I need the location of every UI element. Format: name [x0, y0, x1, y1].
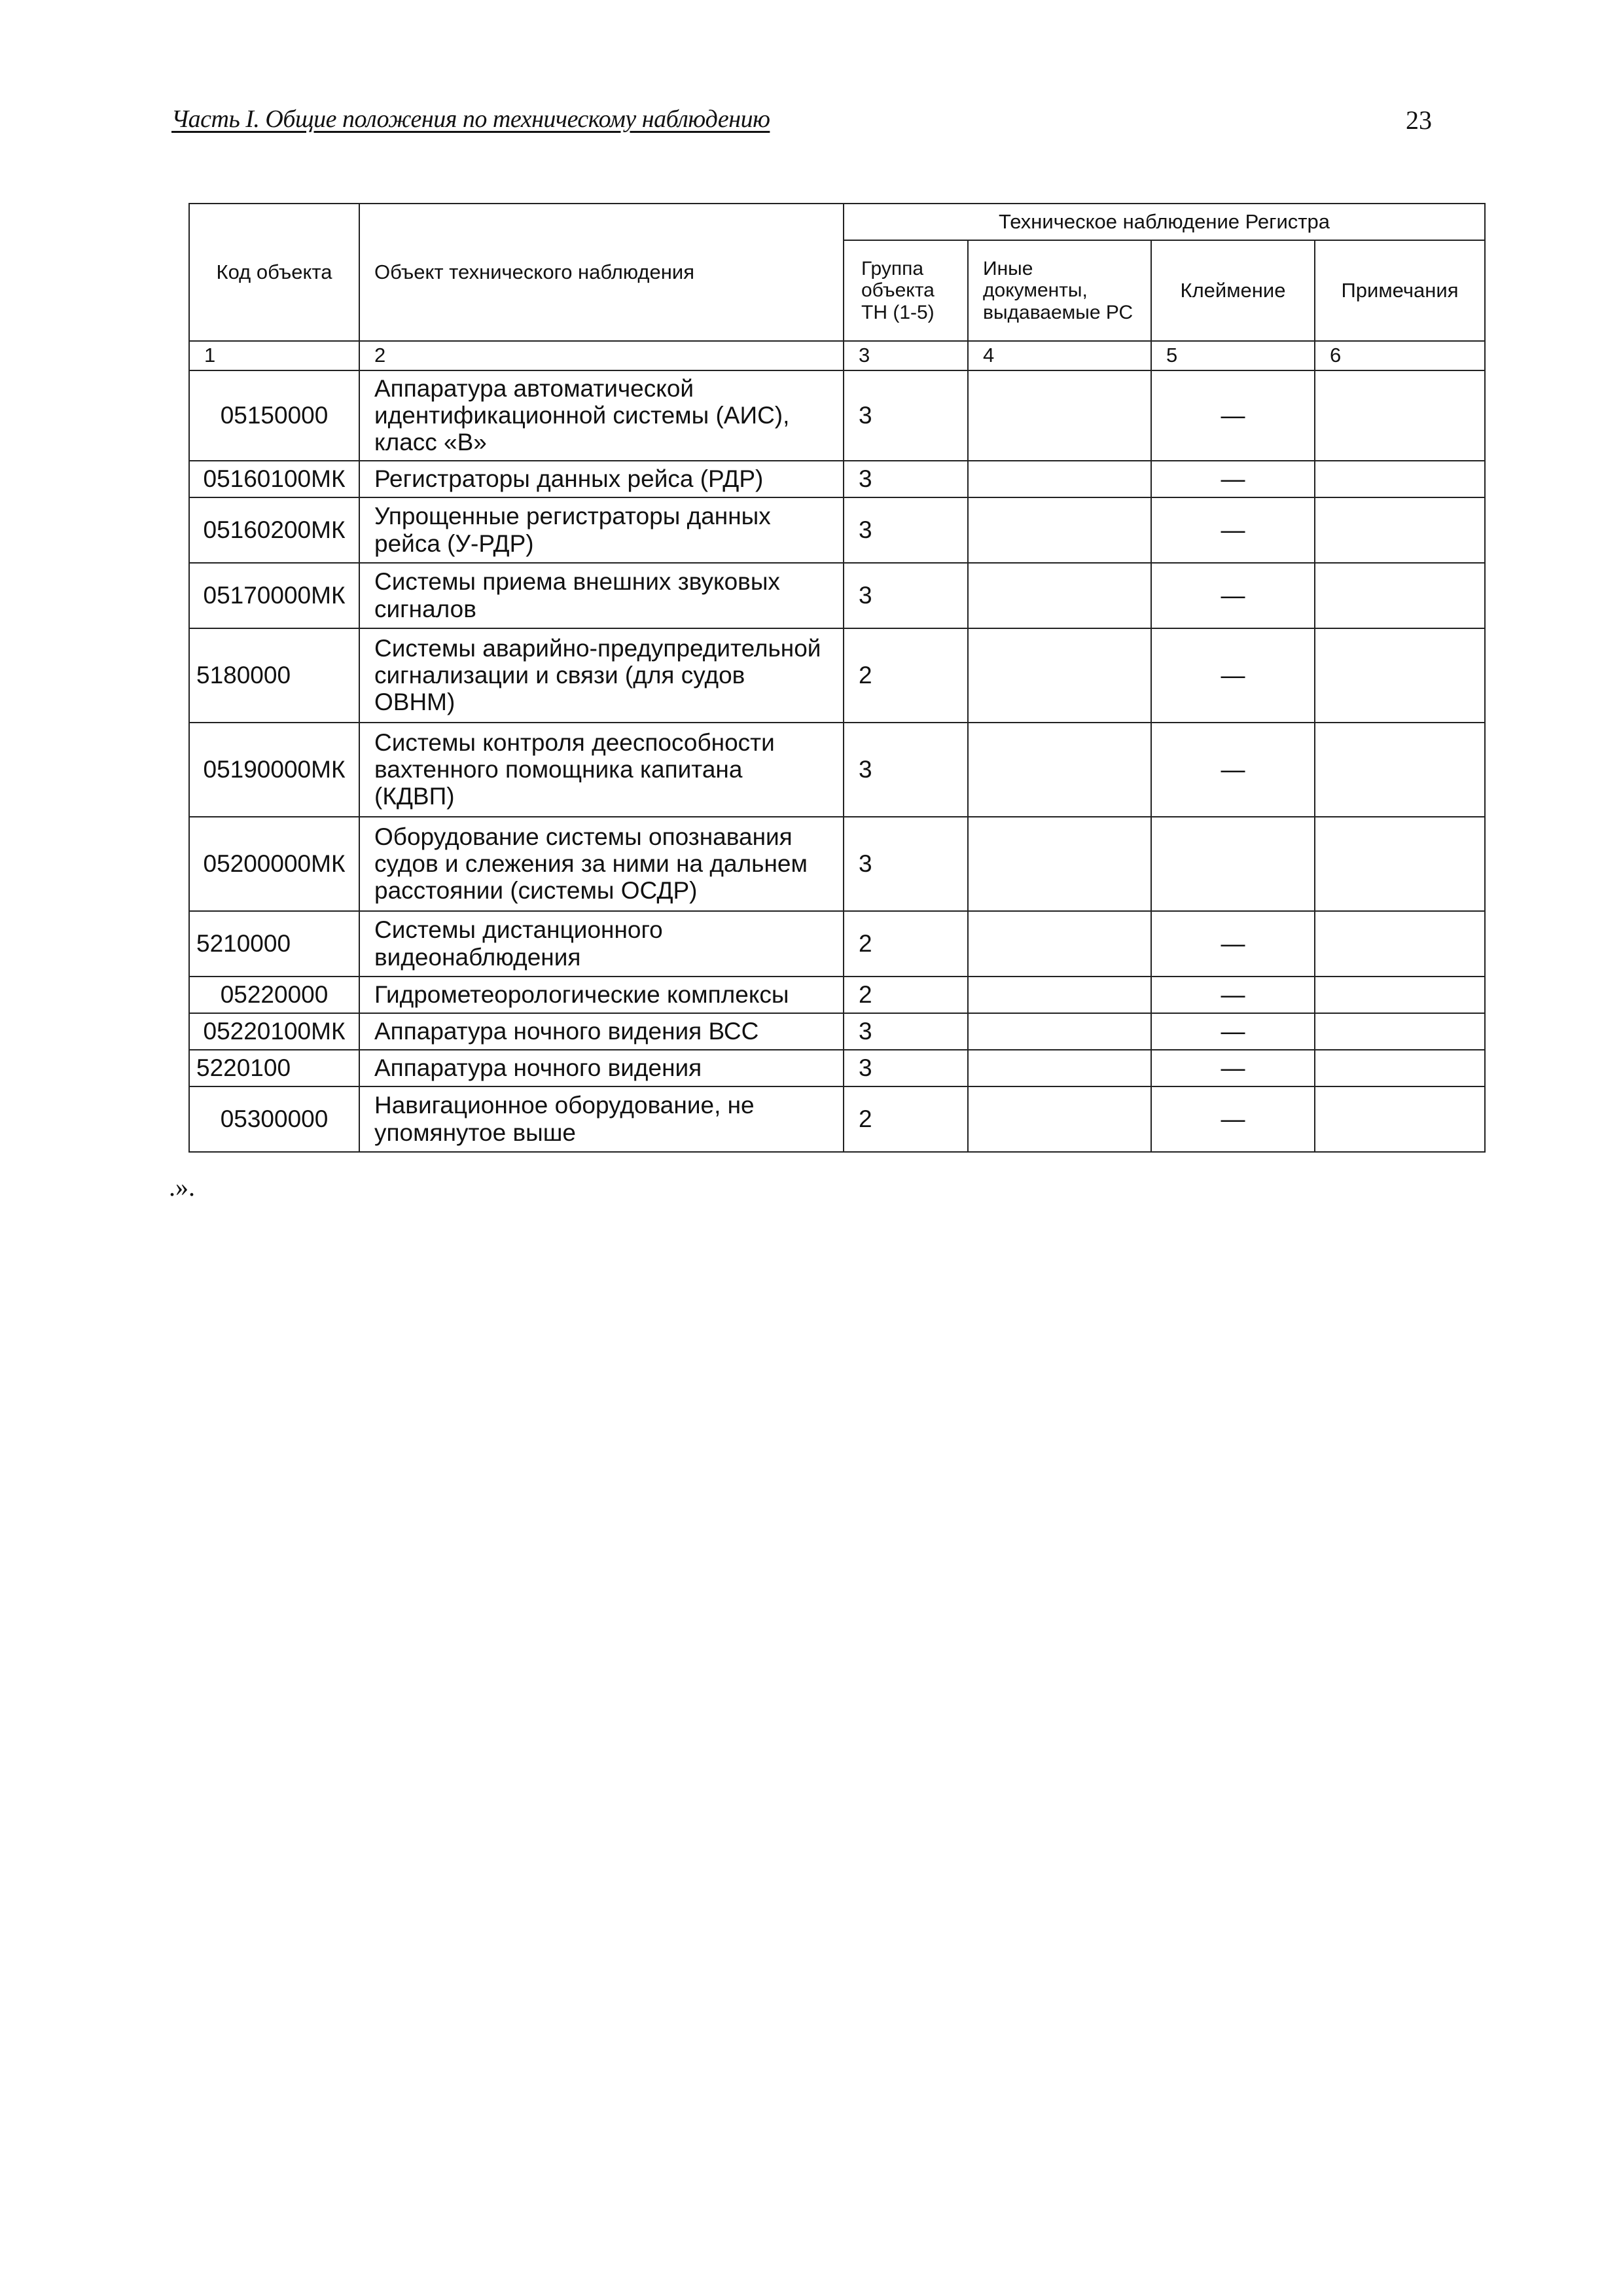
- object-documents: [968, 1050, 1151, 1086]
- object-documents: [968, 723, 1151, 817]
- table-row: [189, 461, 1485, 497]
- col-header-code: Код объекта: [189, 204, 359, 341]
- object-notes: [1315, 370, 1485, 461]
- table-header-row-1: [189, 204, 1485, 240]
- object-marking: [1151, 817, 1315, 911]
- column-number: 3: [844, 341, 968, 370]
- col-header-group-title: Техническое наблюдение Регистра: [844, 204, 1485, 240]
- object-documents: [968, 628, 1151, 723]
- object-marking: —: [1151, 911, 1315, 977]
- page-number: 23: [1406, 105, 1432, 135]
- table-row: [189, 817, 1485, 911]
- object-documents: [968, 1013, 1151, 1050]
- table-row: [189, 1086, 1485, 1152]
- object-marking: —: [1151, 1050, 1315, 1086]
- table-row: [189, 628, 1485, 723]
- object-name: Гидрометеорологические комплексы: [359, 977, 844, 1013]
- object-documents: [968, 563, 1151, 628]
- table-row: [189, 911, 1485, 977]
- column-number: 1: [189, 341, 359, 370]
- table-row: [189, 370, 1485, 461]
- object-code: 05190000МК: [189, 723, 359, 817]
- object-marking: —: [1151, 1086, 1315, 1152]
- object-code: 05220100МК: [189, 1013, 359, 1050]
- object-code: 05220000: [189, 977, 359, 1013]
- object-documents: [968, 911, 1151, 977]
- object-group: 3: [844, 370, 968, 461]
- object-notes: [1315, 563, 1485, 628]
- object-documents: [968, 461, 1151, 497]
- col-header-group: Группа объекта ТН (1-5): [844, 240, 968, 341]
- object-name: Аппаратура автоматической идентификационной системы (АИС), класс «В»: [359, 370, 844, 461]
- table-row: [189, 497, 1485, 563]
- object-code: 5220100: [189, 1050, 359, 1086]
- object-marking: —: [1151, 977, 1315, 1013]
- object-name: Системы приема внешних звуковых сигналов: [359, 563, 844, 628]
- object-marking: —: [1151, 723, 1315, 817]
- object-name: Регистраторы данных рейса (РДР): [359, 461, 844, 497]
- object-marking: —: [1151, 461, 1315, 497]
- object-marking: —: [1151, 497, 1315, 563]
- table-row: [189, 723, 1485, 817]
- object-group: 2: [844, 911, 968, 977]
- object-group: 3: [844, 1013, 968, 1050]
- column-number-row: [189, 341, 1485, 370]
- object-marking: —: [1151, 628, 1315, 723]
- table-row: [189, 977, 1485, 1013]
- equipment-table: [188, 203, 1486, 1153]
- object-group: 3: [844, 461, 968, 497]
- column-number: 2: [359, 341, 844, 370]
- object-group: 2: [844, 628, 968, 723]
- object-code: 05160200МК: [189, 497, 359, 563]
- column-number: 6: [1315, 341, 1485, 370]
- object-name: Навигационное оборудование, не упомянутое выше: [359, 1086, 844, 1152]
- column-number: 5: [1151, 341, 1315, 370]
- object-group: 3: [844, 817, 968, 911]
- col-header-notes: Примечания: [1315, 240, 1485, 341]
- object-code: 05300000: [189, 1086, 359, 1152]
- object-notes: [1315, 977, 1485, 1013]
- object-documents: [968, 977, 1151, 1013]
- object-code: 05200000МК: [189, 817, 359, 911]
- object-name: Аппаратура ночного видения: [359, 1050, 844, 1086]
- object-notes: [1315, 628, 1485, 723]
- col-header-marking: Клеймение: [1151, 240, 1315, 341]
- running-header: Часть I. Общие положения по техническому наблюдению: [171, 105, 770, 133]
- object-notes: [1315, 723, 1485, 817]
- table-row: [189, 1050, 1485, 1086]
- object-code: 05150000: [189, 370, 359, 461]
- object-notes: [1315, 497, 1485, 563]
- object-code: 5180000: [189, 628, 359, 723]
- object-code: 05160100МК: [189, 461, 359, 497]
- object-notes: [1315, 1086, 1485, 1152]
- col-header-object: Объект технического наблюдения: [359, 204, 844, 341]
- object-code: 05170000МК: [189, 563, 359, 628]
- object-name: Оборудование системы опознавания судов и слежения за ними на дальнем расстоянии (системы ОСДР): [359, 817, 844, 911]
- object-name: Системы дистанционного видеонаблюдения: [359, 911, 844, 977]
- object-group: 3: [844, 563, 968, 628]
- object-notes: [1315, 1050, 1485, 1086]
- object-group: 2: [844, 977, 968, 1013]
- object-name: Системы аварийно-предупредительной сигнализации и связи (для судов ОВНМ): [359, 628, 844, 723]
- table-row: [189, 563, 1485, 628]
- closing-quote-mark: .».: [169, 1172, 195, 1202]
- object-code: 5210000: [189, 911, 359, 977]
- object-group: 3: [844, 497, 968, 563]
- object-marking: —: [1151, 1013, 1315, 1050]
- object-group: 3: [844, 1050, 968, 1086]
- object-name: Системы контроля дееспособности вахтенного помощника капитана (КДВП): [359, 723, 844, 817]
- object-notes: [1315, 1013, 1485, 1050]
- object-marking: —: [1151, 370, 1315, 461]
- object-documents: [968, 1086, 1151, 1152]
- column-number: 4: [968, 341, 1151, 370]
- object-group: 2: [844, 1086, 968, 1152]
- object-documents: [968, 370, 1151, 461]
- object-name: Упрощенные регистраторы данных рейса (У-РДР): [359, 497, 844, 563]
- table-row: [189, 1013, 1485, 1050]
- object-documents: [968, 497, 1151, 563]
- object-notes: [1315, 911, 1485, 977]
- object-notes: [1315, 461, 1485, 497]
- object-documents: [968, 817, 1151, 911]
- object-name: Аппаратура ночного видения ВСС: [359, 1013, 844, 1050]
- object-group: 3: [844, 723, 968, 817]
- object-marking: —: [1151, 563, 1315, 628]
- object-notes: [1315, 817, 1485, 911]
- col-header-documents: Иные документы, выдаваемые РС: [968, 240, 1151, 341]
